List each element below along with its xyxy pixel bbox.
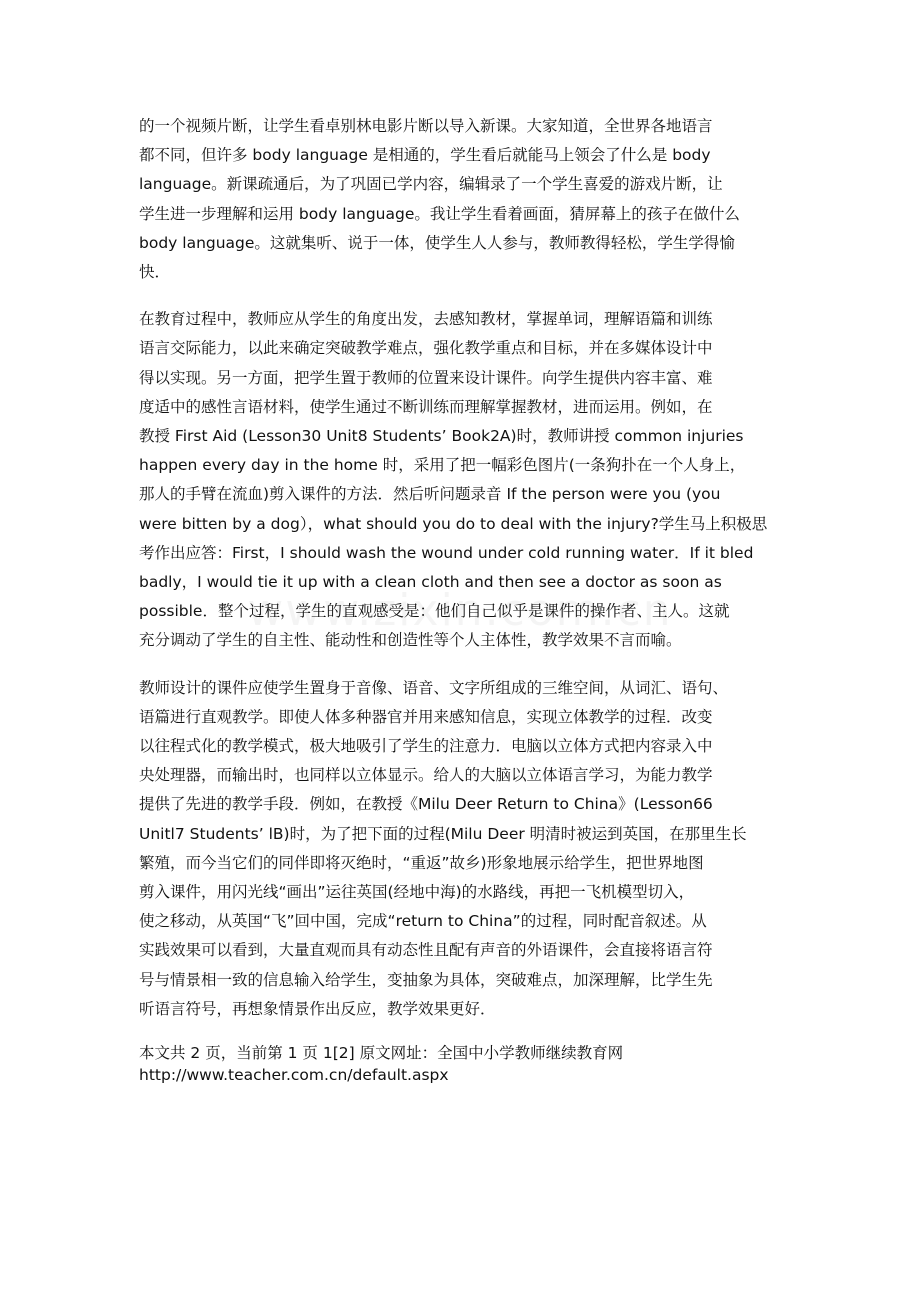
page-footer <box>139 1042 799 1086</box>
text-line: 那人的手臂在流血)剪入课件的方法．然后听问题录音 If the person were you (you <box>139 485 721 504</box>
footer-pagination-source: 本文共 2 页，当前第 1 页 1[2] 原文网址：全国中小学教师继续教育网 <box>139 1044 624 1063</box>
paragraph-1 <box>139 112 799 287</box>
text-line: 听语言符号，再想象情景作出反应，教学效果更好． <box>139 999 496 1018</box>
text-line: 以往程式化的教学模式，极大地吸引了学生的注意力．电脑以立体方式把内容录入中 <box>139 737 713 756</box>
text-line: badly，I would tie it up with a clean cloth and then see a doctor as soon as <box>139 573 722 592</box>
text-line: 得以实现。另一方面，把学生置于教师的位置来设计课件。向学生提供内容丰富、难 <box>139 368 713 387</box>
text-line: 充分调动了学生的自主性、能动性和创造性等个人主体性，教学效果不言而喻。 <box>139 631 682 650</box>
text-line: 实践效果可以看到，大量直观而具有动态性且配有声音的外语课件，会直接将语言符 <box>139 941 713 960</box>
text-line: 语言交际能力，以此来确定突破教学难点，强化教学重点和目标，并在多媒体设计中 <box>139 339 713 358</box>
text-line: 剪入课件，用闪光线“画出”运往英国(经地中海)的水路线，再把一飞机模型切入， <box>139 883 695 902</box>
footer-url-link[interactable]: http://www.teacher.com.cn/default.aspx <box>139 1066 449 1085</box>
text-line: 考作出应答：First，I should wash the wound under cold running water．If it bled <box>139 543 754 562</box>
text-line: 语篇进行直观教学。即使人体多种器官并用来感知信息，实现立体教学的过程．改变 <box>139 707 713 726</box>
text-line: 快． <box>139 263 171 282</box>
text-line: language。新课疏通后，为了巩固已学内容，编辑录了一个学生喜爱的游戏片断，让 <box>139 175 723 194</box>
text-line: 教授 First Aid (Lesson30 Unit8 Students’ Book2A)时，教师讲授 common injuries <box>139 427 744 446</box>
text-line: 号与情景相一致的信息输入给学生，变抽象为具体，突破难点，加深理解，比学生先 <box>139 970 713 989</box>
text-line: 学生进一步理解和运用 body language。我让学生看着画面，猜屏幕上的孩子在做什么 <box>139 204 740 223</box>
document-body <box>139 112 799 1086</box>
text-line: 使之移动，从英国“飞”回中国，完成“return to China”的过程，同时配音叙述。从 <box>139 912 707 931</box>
paragraph-3 <box>139 674 799 1024</box>
text-line: 教师设计的课件应使学生置身于音像、语音、文字所组成的三维空间，从词汇、语句、 <box>139 678 729 697</box>
text-line: body language。这就集听、说于一体，使学生人人参与，教师教得轻松，学生学得愉 <box>139 233 735 252</box>
text-line: Unitl7 Students’ lB)时，为了把下面的过程(Milu Deer 明清时被运到英国，在那里生长 <box>139 824 747 843</box>
text-line: 央处理器，而输出时，也同样以立体显示。给人的大脑以立体语言学习，为能力教学 <box>139 766 713 785</box>
text-line: possible．整个过程，学生的直观感受是：他们自己似乎是课件的操作者、主人。这就 <box>139 602 730 621</box>
text-line: 繁殖，而今当它们的同伴即将灭绝时，“重返”故乡)形象地展示给学生，把世界地图 <box>139 853 704 872</box>
text-line: 度适中的感性言语材料，使学生通过不断训练而理解掌握教材，进而运用。例如，在 <box>139 397 713 416</box>
text-line: 提供了先进的教学手段．例如，在教授《Milu Deer Return to China》(Lesson66 <box>139 795 713 814</box>
text-line: were bitten by a dog），what should you do to deal with the injury?学生马上积极思 <box>139 514 768 533</box>
paragraph-2 <box>139 305 799 655</box>
text-line: 都不同，但许多 body language 是相通的，学生看后就能马上领会了什么是 body <box>139 146 711 165</box>
text-line: 在教育过程中，教师应从学生的角度出发，去感知教材，掌握单词，理解语篇和训练 <box>139 310 713 329</box>
text-line: 的一个视频片断，让学生看卓别林电影片断以导入新课。大家知道，全世界各地语言 <box>139 117 713 135</box>
text-line: happen every day in the home 时，采用了把一幅彩色图片(一条狗扑在一个人身上， <box>139 456 746 475</box>
